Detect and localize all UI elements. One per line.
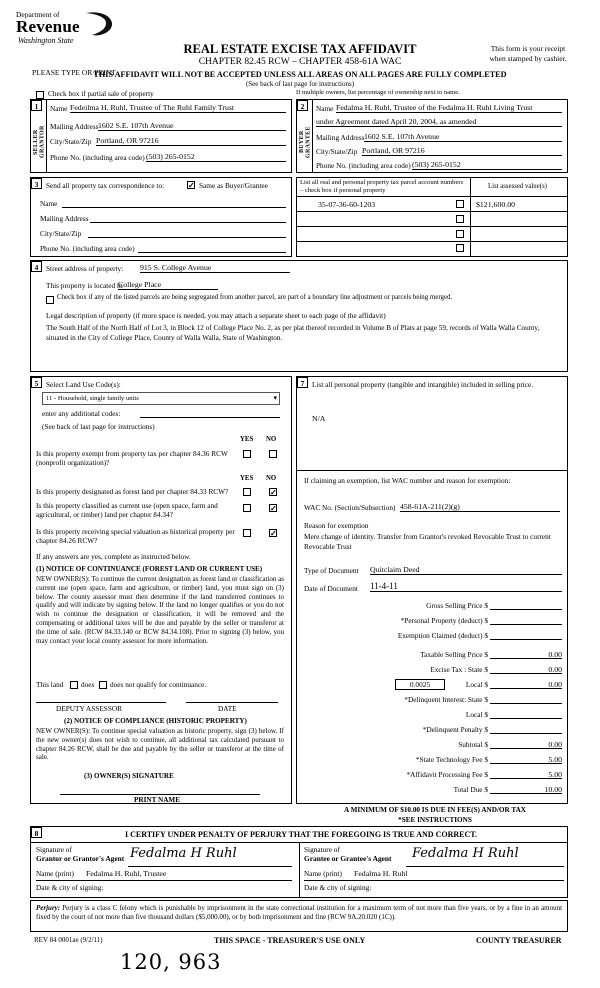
wac-number-label: WAC No. (Section/Subsection): [304, 503, 396, 512]
tax-value-9[interactable]: 0.00: [548, 740, 562, 749]
exempt-question: Is this property exempt from property tax per chapter 84.36 RCW (nonprofit organization)?: [36, 449, 228, 468]
seller-box-number: 1: [31, 100, 42, 111]
tax-value-10[interactable]: 5.00: [548, 755, 562, 764]
tax-value-3[interactable]: 0.00: [548, 650, 562, 659]
state-label: Washington State: [18, 36, 74, 45]
does-not-label: does not qualify for continuance.: [110, 680, 207, 689]
tax-label-4: Excise Tax : State $: [430, 665, 488, 674]
seller-name-label: Name: [50, 104, 68, 113]
chevron-down-icon[interactable]: ▾: [273, 394, 277, 402]
tax-label-9: Subtotal $: [458, 740, 488, 749]
street-address-label: Street address of property:: [46, 264, 124, 273]
owners-signature-title: (3) OWNER(S) SIGNATURE: [84, 772, 174, 780]
partial-sale-checkbox[interactable]: [36, 91, 44, 99]
personal-property-label: List all personal property (tangible and intangible) included in selling price.: [312, 380, 534, 389]
exemption-claim-label: If claiming an exemption, list WAC number and reason for exemption:: [304, 476, 511, 485]
buyer-phone-label: Phone No. (including area code): [316, 161, 411, 170]
buyer-box-number: 2: [297, 100, 308, 111]
segregated-label: Check box if any of the listed parcels are being segregated from another parcel, are part of a boundary line adjustment or parcels being merged.: [57, 294, 453, 301]
assessed-value-header: List assessed value(s): [488, 183, 547, 190]
doc-date-value[interactable]: 11-4-11: [370, 581, 562, 592]
treasurer-space-label: THIS SPACE - TREASURER'S USE ONLY: [214, 936, 366, 945]
classified-no-checkbox[interactable]: ✓: [270, 504, 277, 513]
legal-description-label: Legal description of property (if more space is needed, you may attach a separate sheet to each page of the affidavit): [46, 311, 386, 320]
forest-no-checkbox[interactable]: ✓: [270, 488, 277, 497]
grantor-print-label: Name (print): [36, 869, 74, 878]
historic-question: Is this property receiving special valuation as historical property per chapter 84.26 RCW?: [36, 527, 235, 546]
grantee-print-label: Name (print): [304, 869, 342, 878]
exempt-no-checkbox[interactable]: [269, 450, 277, 458]
buyer-citystate-value[interactable]: Portland, OR 97216: [362, 146, 562, 156]
form-revision: REV 84 0001ae (9/2/11): [34, 936, 103, 944]
seller-vertical-label: SELLER GRANTOR: [33, 125, 46, 159]
tax-label-0: Gross Selling Price $: [426, 601, 488, 610]
historic-yes-checkbox[interactable]: [243, 529, 251, 537]
print-name-label: PRINT NAME: [134, 796, 180, 804]
correspondence-label: Send all property tax correspondence to:: [46, 181, 165, 190]
tax-label-5: Local $: [465, 680, 488, 689]
grantee-print-value[interactable]: Fedalma H. Ruhl: [354, 869, 408, 878]
receipt-line-2: when stamped by cashier.: [489, 54, 567, 64]
parcel-number-0[interactable]: 35-07-36-60-1203: [318, 200, 376, 209]
grantor-date-label: Date & city of signing:: [36, 883, 104, 892]
correspondence-box-number: 3: [31, 178, 42, 189]
grantee-signature-label-2: Grantee or Grantee's Agent: [304, 854, 392, 863]
grantee-signature-label: Signature of: [304, 845, 340, 854]
seller-name-value[interactable]: Fedeilma H. Ruhl, Trustee of The Ruhl Family Trust: [70, 103, 286, 113]
deputy-assessor-label: DEPUTY ASSESSOR: [56, 704, 123, 713]
page-title: REAL ESTATE EXCISE TAX AFFIDAVIT: [183, 42, 417, 56]
buyer-mailing-label: Mailing Address: [316, 133, 365, 142]
forest-yes-checkbox[interactable]: [243, 488, 251, 496]
buyer-name-label: Name: [316, 104, 334, 113]
perjury-text: [36, 904, 562, 922]
treasurer-stamp-value: 120, 963: [120, 950, 222, 974]
land-use-label: Select Land Use Code(s):: [46, 380, 121, 389]
exempt-yes-checkbox[interactable]: [243, 450, 251, 458]
perjury-bold: Perjury:: [36, 904, 61, 912]
see-instructions-note: *SEE INSTRUCTIONS: [398, 816, 472, 824]
historic-no-checkbox[interactable]: ✓: [270, 529, 277, 538]
assessed-value-0[interactable]: $121,600.00: [476, 200, 515, 209]
grantor-signature[interactable]: Fedalma H Ruhl: [130, 846, 237, 861]
grantor-signature-label: Signature of: [36, 845, 72, 854]
please-type-label: PLEASE TYPE OR PRINT: [32, 68, 116, 77]
yes-header-1: YES: [240, 436, 254, 443]
parcel-personal-checkbox-0[interactable]: [456, 200, 464, 208]
tax-label-1: *Personal Property (deduct) $: [400, 616, 488, 625]
seller-phone-value[interactable]: (503) 265-0152: [146, 152, 286, 162]
does-label: does: [81, 680, 95, 689]
forest-question: Is this property designated as forest land per chapter 84.33 RCW?: [36, 487, 229, 496]
corr-phone-label: Phone No. (including area code): [40, 244, 135, 253]
receipt-note: [468, 44, 588, 64]
tax-label-3: Taxable Selling Price $: [420, 650, 488, 659]
tax-label-10: *State Technology Fee $: [415, 755, 488, 764]
classified-question: Is this property classified as current use (open space, farm and agricultural, or timber) land per chapter 84.34?: [36, 501, 218, 520]
parcel-personal-checkbox-3[interactable]: [456, 244, 464, 252]
form-header: [0, 0, 600, 46]
notice-compliance-body: NEW OWNER(S): To continue special valuation as historic property, sign (3) below. If the new owner(s) does not wish to continue, all additional tax calculated pursuant to chapter 84.26 RCW, shall be due and payable by the seller or transferor at the time of sale.: [36, 727, 284, 762]
grantor-print-value[interactable]: Fedalma H. Ruhl, Trustee: [86, 869, 167, 878]
completion-notice: THIS AFFIDAVIT WILL NOT BE ACCEPTED UNLESS ALL AREAS ON ALL PAGES ARE FULLY COMPLETED: [93, 70, 507, 79]
minimum-due-note: A MINIMUM OF $10.00 IS DUE IN FEE(S) AND/OR TAX: [344, 806, 526, 814]
does-qualify-checkbox[interactable]: [70, 681, 78, 689]
grantee-signature[interactable]: Fedalma H Ruhl: [412, 846, 519, 861]
notice-continuance-body: NEW OWNER(S): To continue the current designation as forest land or classification as current use (open space, farm and agriculture, or timber) land, you must sign on (3) below. The county assessor must then determine if the land transferred continues to qualify and will indicate by signing below. If the land no longer qualifies or you do not wish to continue the designation or classification, it will be removed and the compensating or additional taxes will be due and payable by the seller or transferor at the time of sale. (RCW 84.33.140 or RCW 84.34.108). Prior to signing (3) below, you may contact your local county assessor for more information.: [36, 575, 284, 645]
street-address-value[interactable]: 915 S. College Avenue: [140, 263, 290, 273]
personal-property-value[interactable]: N/A: [312, 414, 326, 423]
land-use-box-number: 5: [31, 377, 42, 388]
buyer-phone-value[interactable]: (503) 265-0152: [412, 160, 562, 170]
located-in-label: This property is located in: [46, 281, 123, 290]
same-as-buyer-checkbox[interactable]: ✓: [188, 181, 195, 190]
corr-mailing-label: Mailing Address: [40, 214, 89, 223]
grantor-signature-label-2: Grantor or Grantor's Agent: [36, 854, 125, 863]
seller-phone-label: Phone No. (including area code): [50, 153, 145, 162]
grantee-date-label: Date & city of signing:: [304, 883, 372, 892]
does-not-qualify-checkbox[interactable]: [99, 681, 107, 689]
instructions-note: (See back of last page for instructions): [245, 80, 355, 88]
buyer-mailing-value[interactable]: 1602 S.E. 107th Avenue: [364, 132, 562, 142]
notice-compliance-title: (2) NOTICE OF COMPLIANCE (HISTORIC PROPERTY): [64, 717, 247, 725]
classified-yes-checkbox[interactable]: [243, 504, 251, 512]
tax-label-11: *Affidavit Processing Fee $: [406, 770, 488, 779]
this-land-label: This land: [36, 680, 64, 689]
department-label: Department of: [16, 10, 60, 19]
buyer-vertical-label: BUYER GRANTEE: [299, 126, 312, 158]
wac-number-value[interactable]: 458-61A-211(2)(g): [400, 502, 560, 512]
personal-box-number: 7: [297, 377, 308, 388]
segregated-checkbox[interactable]: [46, 296, 54, 304]
seller-mailing-value[interactable]: 1602 S.E. 107th Avenue: [98, 121, 286, 131]
corr-name-label: Name: [40, 199, 58, 208]
yes-header-2: YES: [240, 475, 254, 482]
reason-exemption-label: Reason for exemption: [304, 521, 369, 530]
land-use-selected: 11 - Household, single family units: [46, 395, 139, 402]
county-treasurer-label: COUNTY TREASURER: [476, 936, 562, 945]
notice-continuance-title: (1) NOTICE OF CONTINUANCE (FOREST LAND OR CURRENT USE): [36, 565, 263, 573]
washington-state-logo: [84, 10, 114, 38]
certify-box-number: 8: [31, 827, 42, 838]
excise-rate-input[interactable]: 0.0025: [395, 679, 445, 690]
tax-value-5[interactable]: 0.00: [548, 680, 562, 689]
receipt-line-1: This form is your receipt: [490, 44, 566, 53]
doc-type-label: Type of Document: [304, 566, 359, 575]
doc-date-label: Date of Document: [304, 584, 358, 593]
parcel-personal-checkbox-1[interactable]: [456, 215, 464, 223]
parcel-table-header: List all real and personal property tax parcel account numbers – check box if personal property: [300, 179, 464, 194]
seller-citystate-label: City/State/Zip: [50, 137, 92, 146]
seller-citystate-value[interactable]: Portland, OR 97216: [96, 136, 286, 146]
legal-description-value[interactable]: The South Half of the North Half of Lot 3, in Block 12 of College Place No. 2, as per plat thereof recorded in Volume B of Plats at page 59, records of Walla Walla County, situated in the City of College Place, County of Walla Walla, State of Washington.: [46, 324, 540, 342]
same-as-buyer-label: Same as Buyer/Grantee: [199, 181, 268, 190]
buyer-name-value[interactable]: Fedalma H. Ruhl, Trustee of the Fedalma H. Ruhl Living Trust: [336, 103, 562, 113]
seller-mailing-label: Mailing Address: [50, 122, 99, 131]
tax-value-11[interactable]: 5.00: [548, 770, 562, 779]
tax-label-8: *Delinquent Penalty $: [422, 725, 488, 734]
tax-label-2: Exemption Claimed (deduct) $: [397, 631, 488, 640]
tax-label-12: Total Due $: [453, 785, 488, 794]
no-header-1: NO: [266, 436, 277, 443]
located-in-value[interactable]: College Place: [118, 280, 218, 290]
doc-type-value[interactable]: Quitclaim Deed: [370, 565, 562, 575]
multiple-owners-note: If multiple owners, list percentage of ownership next to name.: [296, 89, 460, 96]
no-header-2: NO: [266, 475, 277, 482]
perjury-body: Perjury is a class C felony which is punishable by imprisonment in the state correctional institution for a maximum term of not more than five years, or by a fine in an amount fixed by the court of not more than five thousand dollars ($5,000.00), or by both imprisonment and fine (RCW 9A.20.020 (1C)).: [36, 904, 563, 922]
land-use-select[interactable]: [42, 392, 280, 405]
tax-label-6: *Delinquent Interest: State $: [404, 695, 488, 704]
corr-citystate-label: City/State/Zip: [40, 229, 82, 238]
additional-codes-label: enter any additional codes:: [42, 409, 121, 418]
if-yes-note: If any answers are yes, complete as instructed below.: [36, 552, 191, 561]
certify-heading: I CERTIFY UNDER PENALTY OF PERJURY THAT THE FOREGOING IS TRUE AND CORRECT.: [124, 830, 477, 839]
tax-value-4[interactable]: 0.00: [548, 665, 562, 674]
tax-value-12[interactable]: 10.00: [544, 785, 562, 794]
address-box-number: 4: [31, 261, 42, 272]
chapter-subtitle: CHAPTER 82.45 RCW – CHAPTER 458-61A WAC: [198, 57, 402, 67]
deputy-date-label: DATE: [218, 704, 237, 713]
see-back-label: (See back of last page for instructions): [42, 422, 155, 431]
parcel-personal-checkbox-2[interactable]: [456, 230, 464, 238]
revenue-wordmark: Revenue: [16, 17, 80, 36]
partial-sale-label: Check box if partial sale of property: [48, 89, 154, 98]
buyer-name-value-2[interactable]: under Agreement dated April 20, 2004, as amended: [316, 117, 562, 127]
reason-exemption-value[interactable]: Mere change of identity. Transfer from Grantor's revoked Revocable Trust to current Revocable Trust: [304, 532, 551, 551]
buyer-citystate-label: City/State/Zip: [316, 147, 358, 156]
tax-label-7: Local $: [465, 710, 488, 719]
